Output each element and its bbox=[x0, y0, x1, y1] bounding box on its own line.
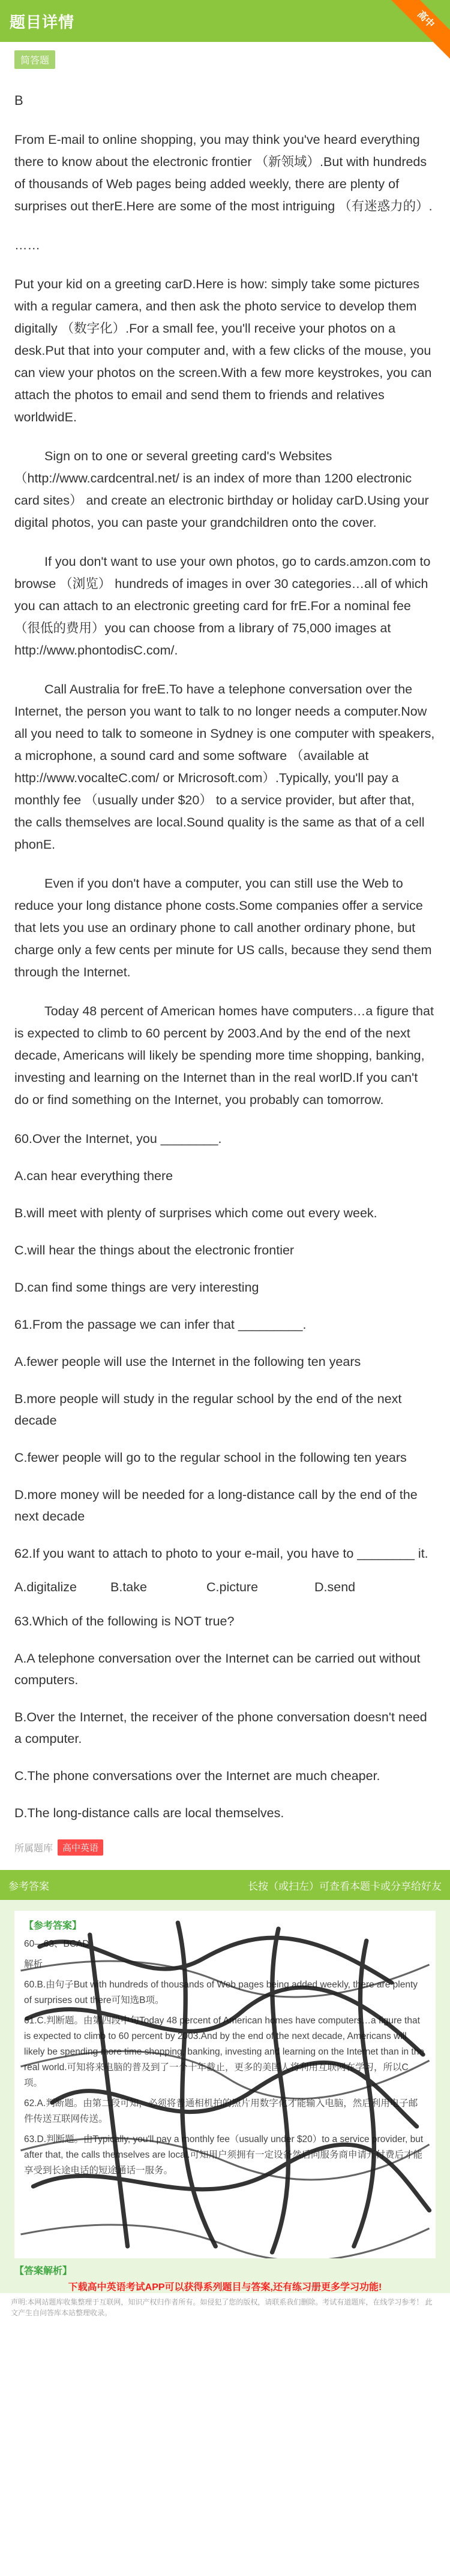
option-b[interactable]: B.more people will study in the regular school by the end of the next decade bbox=[14, 1392, 402, 1428]
passage bbox=[14, 129, 436, 1111]
answer-card[interactable] bbox=[14, 1911, 436, 2258]
answer-header-title: 参考答案 bbox=[8, 1880, 49, 1892]
header-bar bbox=[0, 0, 450, 42]
question-stem: 63.Which of the following is NOT true? bbox=[14, 1614, 235, 1628]
option-d[interactable]: D.more money will be needed for a long-distance call by the end of the next decade bbox=[14, 1488, 418, 1524]
option-b[interactable]: B.take bbox=[110, 1580, 147, 1594]
question-source bbox=[14, 1839, 436, 1856]
reference-answer-label: 【参考答案】 bbox=[24, 1921, 82, 1931]
answer-analysis-label: 【答案解析】 bbox=[14, 2266, 73, 2276]
source-label: 所属题库 bbox=[14, 1844, 53, 1854]
option-a[interactable]: A.digitalize bbox=[14, 1580, 77, 1594]
analysis-label: 解析 bbox=[24, 1959, 43, 1969]
answer-header bbox=[0, 1870, 450, 1900]
question-61 bbox=[14, 1314, 436, 1527]
page-title: 题目详情 bbox=[10, 13, 75, 31]
analysis-line: 62.A.判断题。由第二段可知，必须将普通相机拍的照片用数字化才能输入电脑，然后利用电子邮件传送互联网传送。 bbox=[24, 2098, 418, 2124]
source-tag[interactable]: 高中英语 bbox=[58, 1839, 103, 1856]
option-a[interactable]: A.can hear everything there bbox=[14, 1169, 173, 1183]
passage-paragraph: If you don't want to use your own photos, go to cards.amzon.com to browse （浏览） hundreds of images in over 30 categories…all of which you can attach to an electronic greeting card for frE.For a nominal fee（很低的费用）you can choose from a library of 75,000 images at http://www.phontodisC.com/. bbox=[14, 554, 431, 657]
question-label: B bbox=[14, 93, 23, 108]
answer-line: 60—63、BCAD bbox=[24, 1939, 89, 1949]
question-type-tag: 简答题 bbox=[14, 50, 55, 69]
passage-paragraph: Call Australia for freE.To have a telephone conversation over the Internet, the person you want to talk to no longer needs a computer.Now all you need to talk to someone in Sydney is one computer with speakers, a microphone, a sound card and some software （available at http://www.vocalteC.com/ or Mricrosoft.com）.Typically, you'll pay a monthly fee （usually under $20） to a service provider, but after that, the calls themselves are local.Sound quality is the same as that of a cell phonE. bbox=[14, 682, 435, 852]
download-promo-link[interactable]: 下载高中英语考试APP可以获得系列题目与答案,还有练习册更多学习功能! bbox=[68, 2282, 382, 2293]
level-badge: 高中 bbox=[386, 0, 450, 59]
passage-paragraph: …… bbox=[14, 238, 40, 252]
disclaimer: 声明:本网站题库收集整理于互联网，知识产权归作者所有。如侵犯了您的版权，请联系我们删除。考试有道题库，在线学习参考！ 此文产生自问答库本站整理收录。 bbox=[11, 2298, 433, 2317]
passage-paragraph: From E-mail to online shopping, you may think you've heard everything there to know about the electronic frontier （新领域）.But with hundreds of thousands of Web pages being added weekly, there are plenty of surprises out therE.Here are some of the most intriguing （有迷惑力的）. bbox=[14, 132, 433, 213]
question-content bbox=[0, 42, 450, 1856]
option-d[interactable]: D.The long-distance calls are local themselves. bbox=[14, 1806, 284, 1820]
option-c[interactable]: C.The phone conversations over the Internet are much cheaper. bbox=[14, 1769, 380, 1783]
option-b[interactable]: B.will meet with plenty of surprises which come out every week. bbox=[14, 1206, 377, 1220]
analysis-line: 63.D.判断题。由Typically, you'll pay a monthly fee（usually under $20）to a service provider, but after that, the calls themselves are local.可知用户须拥有一定设备然后向服务商申请开付费后才能享受到长途电话的短途通话一服务。 bbox=[24, 2134, 424, 2176]
passage-paragraph: Even if you don't have a computer, you can still use the Web to reduce your long distance phone costs.Some companies offer a service that lets you use an ordinary phone to call another ordinary phone, but charge only a few cents per minute for US calls, because they send them through the Internet. bbox=[14, 876, 432, 979]
question-stem: 60.Over the Internet, you ________. bbox=[14, 1132, 222, 1146]
option-a[interactable]: A.fewer people will use the Internet in the following ten years bbox=[14, 1355, 361, 1369]
inline-options bbox=[14, 1580, 436, 1595]
option-c[interactable]: C.picture bbox=[206, 1580, 259, 1594]
question-63 bbox=[14, 1610, 436, 1824]
option-d[interactable]: D.can find some things are very interesting bbox=[14, 1280, 259, 1295]
passage-paragraph: Put your kid on a greeting carD.Here is how: simply take some pictures with a regular camera, and then ask the photo service to develop them digitally （数字化）.For a small fee, you'll receive your photos on a desk.Put that into your computer and, with a few clicks of the mouse, you can view your photos on the screen.With a few more keystrokes, you can attach the photos to email and send them to friends and relatives worldwidE. bbox=[14, 277, 432, 424]
answer-panel bbox=[0, 1900, 450, 2293]
option-a[interactable]: A.A telephone conversation over the Internet can be carried out without computers. bbox=[14, 1651, 421, 1687]
passage-paragraph: Sign on to one or several greeting card's Websites （http://www.cardcentral.net/ is an index of more than 1200 electronic card sites） and create an electronic birthday or holiday carD.Using your digital photos, you can paste your grandchildren onto the cover. bbox=[14, 449, 429, 530]
option-d[interactable]: D.send bbox=[314, 1580, 356, 1594]
answer-header-hint: 长按（或扫左）可查看本题卡或分享给好友 bbox=[248, 1880, 442, 1892]
analysis-line: 60.B.由句子But with hundreds of thousands of Web pages being added weekly, there are plenty of surprises out there可知选B项。 bbox=[24, 1980, 418, 2005]
scribble-stroke bbox=[20, 2225, 429, 2258]
question-stem: 61.From the passage we can infer that _________. bbox=[14, 1317, 307, 1332]
question-62 bbox=[14, 1543, 436, 1595]
passage-paragraph: Today 48 percent of American homes have computers…a figure that is expected to climb to 60 percent by 2003.And by the end of the next decade, Americans will likely be spending more time shopping, banking, investing and learning on the Internet than in the real worlD.If you can't do or find something on the Internet, you probably can tomorrow. bbox=[14, 1004, 434, 1107]
option-c[interactable]: C.fewer people will go to the regular school in the following ten years bbox=[14, 1450, 407, 1465]
option-b[interactable]: B.Over the Internet, the receiver of the phone conversation doesn't need a computer. bbox=[14, 1710, 427, 1746]
analysis-line: 61.C.判断题。由第四段中句Today 48 percent of American homes have computers…a figure that is expected to climb to 60 percent by 2003.And by the end of the next decade, Americans will likely be spending more time shopping, banking, investing and learning on the Internet than in the real world.可知将来电脑的普及到了一个十年截止，更多的美国人将利用互联网在学习，所以C项。 bbox=[24, 2016, 424, 2088]
question-60 bbox=[14, 1128, 436, 1298]
option-c[interactable]: C.will hear the things about the electronic frontier bbox=[14, 1243, 295, 1257]
question-stem: 62.If you want to attach to photo to your e-mail, you have to ________ it. bbox=[14, 1546, 428, 1561]
